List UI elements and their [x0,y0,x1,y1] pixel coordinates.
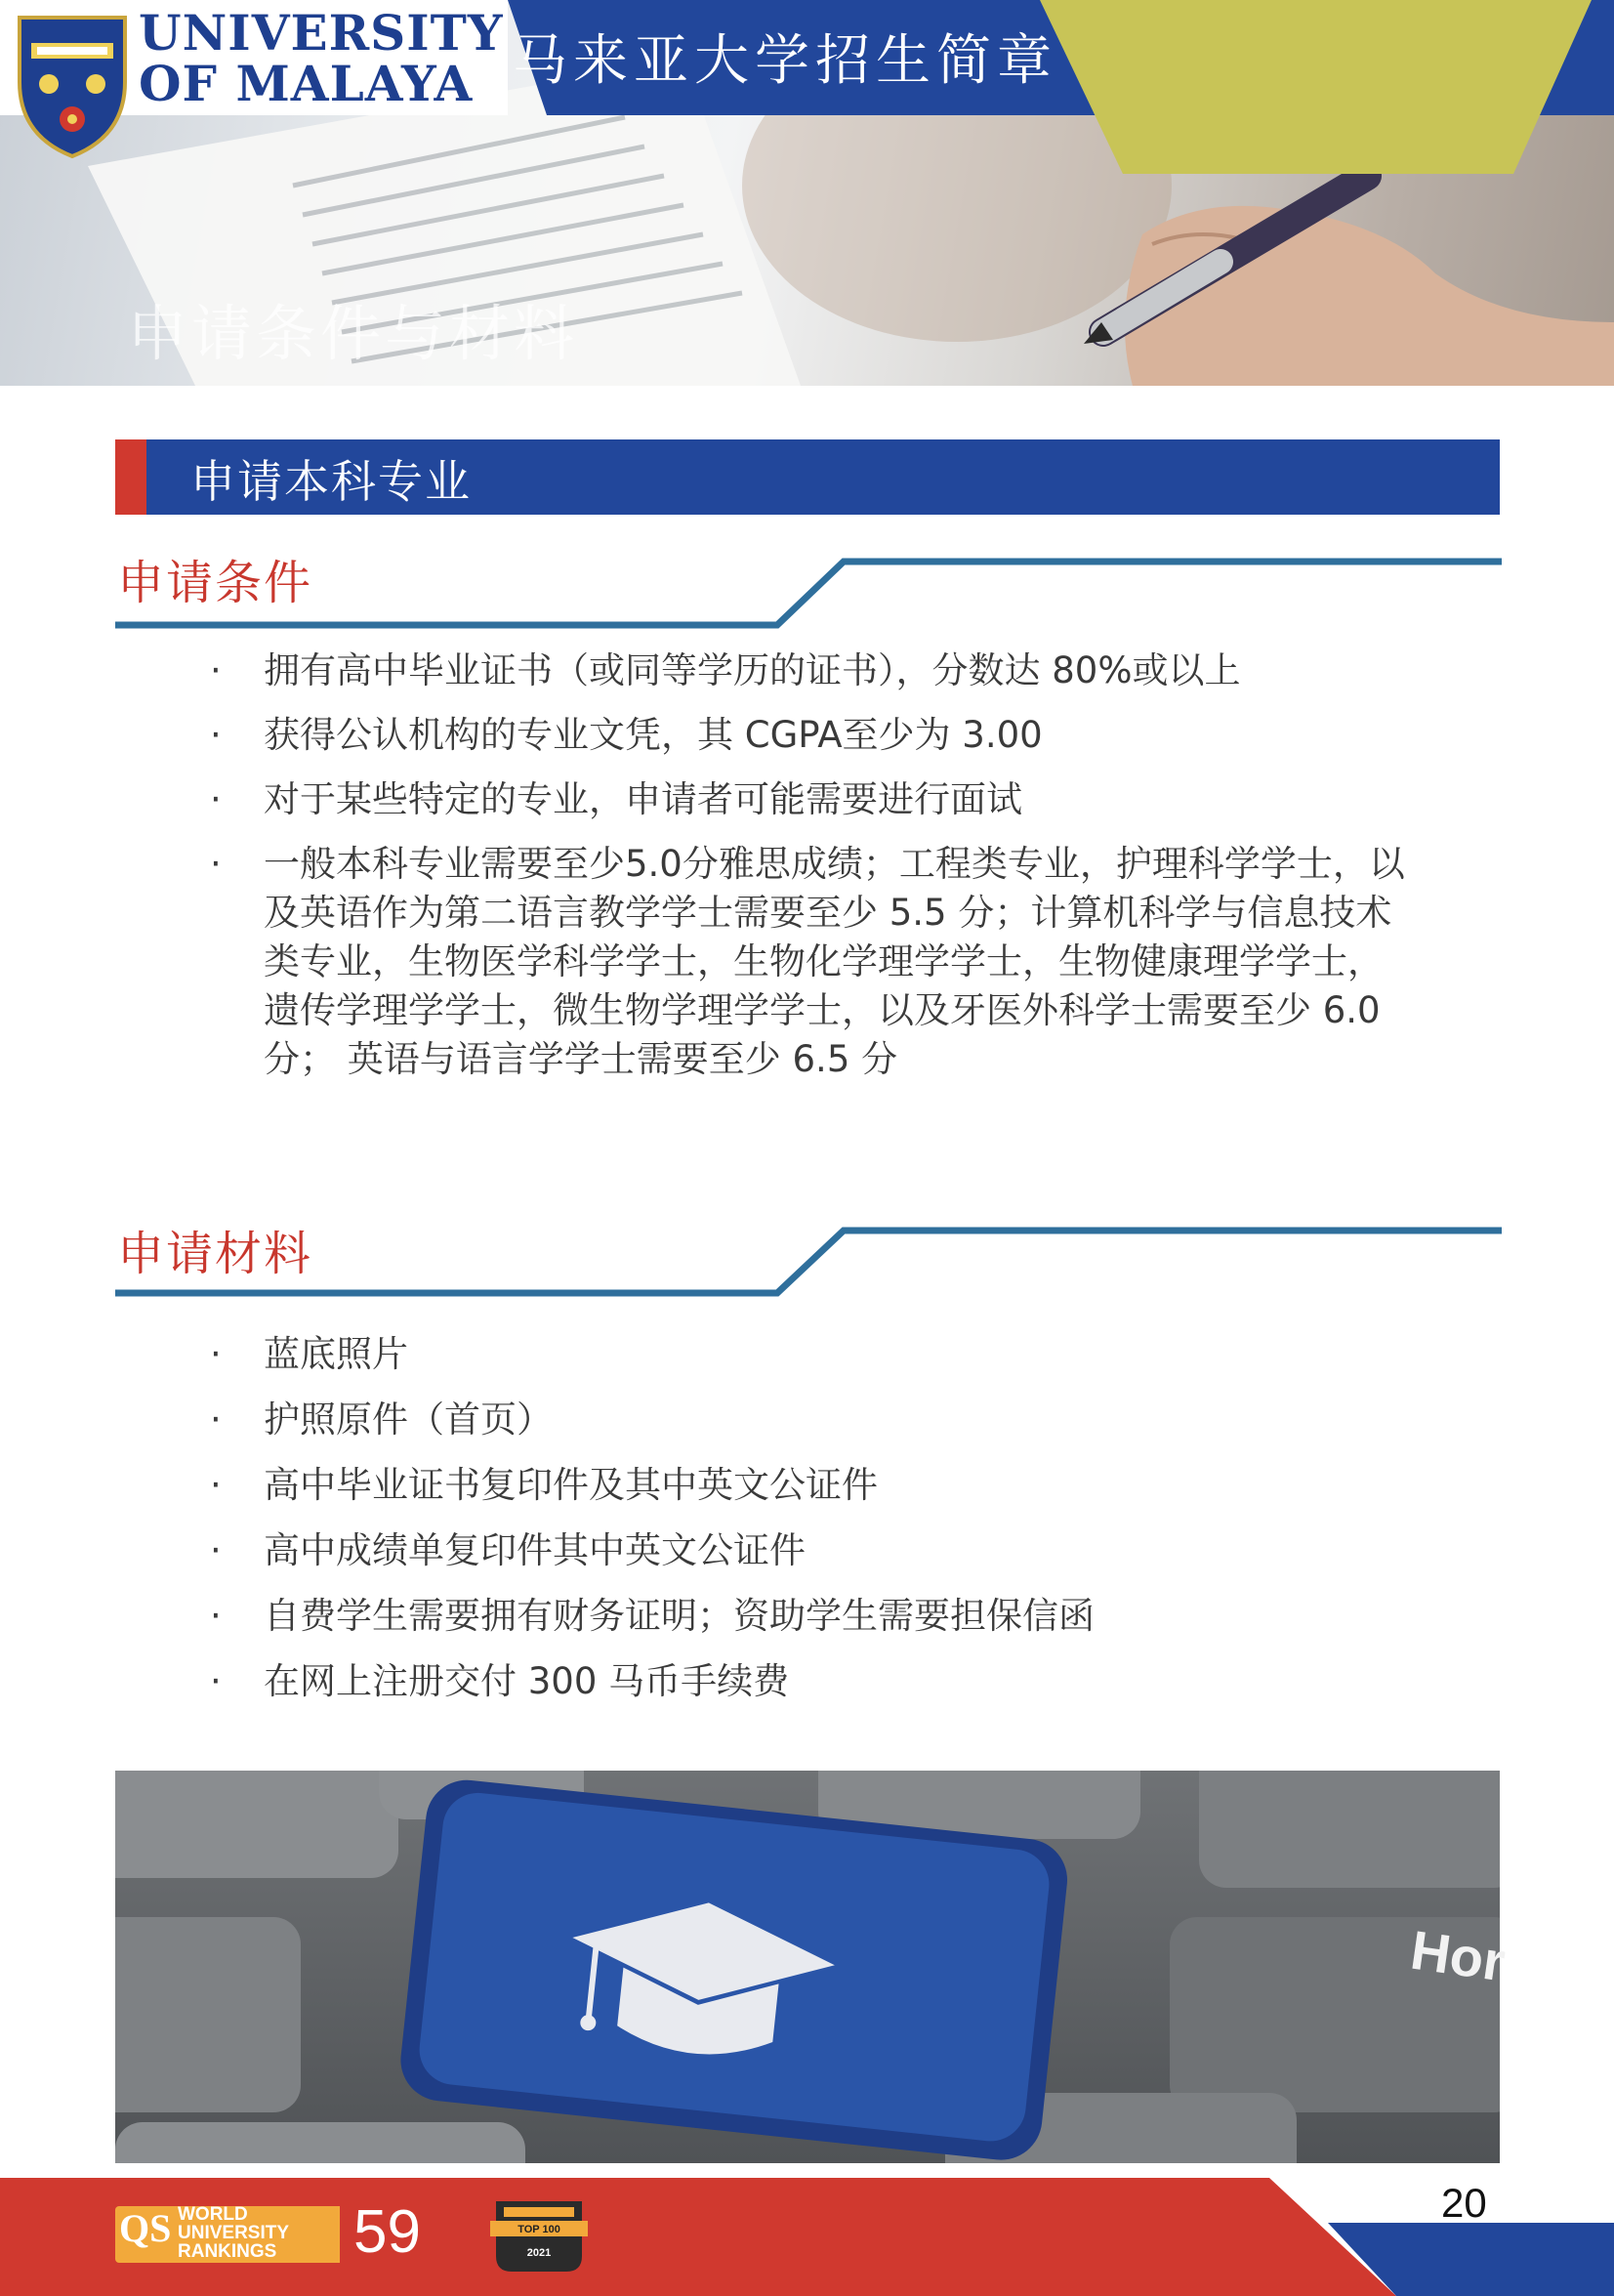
requirements-list [117,647,1416,1100]
qs-rankings-text: WORLD UNIVERSITY RANKINGS [178,2204,290,2262]
qs-logo-text: QS [119,2206,172,2250]
qs-rank-number: 59 [353,2198,421,2266]
section-title: 申请本科专业 [190,455,472,508]
list-item: · 护照原件（首页） [210,1398,553,1440]
keyboard-key-label: Hor [1407,1918,1510,1993]
list-item: · 拥有高中毕业证书（或同等学历的证书），分数达 80%或以上 [210,649,1241,691]
requirements-heading: 申请条件 [117,556,313,610]
list-item: · 高中成绩单复印件其中英文公证件 [210,1529,806,1571]
list-item: · 在网上注册交付 300 马币手续费 [210,1660,790,1702]
list-item: · 自费学生需要拥有财务证明；资助学生需要担保信函 [210,1595,1095,1637]
keyboard-photo [115,1771,1500,2163]
requirements-divider [113,552,1504,630]
section-bar-accent [115,439,146,515]
list-item: · 高中毕业证书复印件及其中英文公证件 [210,1464,878,1506]
badge-year-text: 2021 [526,2247,552,2259]
page-number: 20 [1441,2180,1487,2226]
list-item: · 对于某些特定的专业，申请者可能需要进行面试 [210,778,1022,820]
university-name-line2: OF MALAYA [139,55,474,112]
badge-top100-text: TOP 100 [517,2224,560,2235]
materials-divider [113,1223,1504,1301]
university-name-line1: UNIVERSITY [139,4,504,62]
list-item: · 一般本科专业需要至少5.0分雅思成绩；工程类专业，护理科学学士，以及英语作为第二语言教学学士需要至少 5.5 分；计算机科学与信息技术类专业，生物医学科学学士，生物化学理学学士，生物健康理学学士，遗传学理学学士，微生物学理学学士，以及牙医外科学士需要至少 6.0 分； 英语与语言学学士需要至少 6.5 分 [210,843,1405,1080]
hero-title: 申请条件与材料 [127,298,579,369]
materials-list [117,1330,1416,1723]
brochure-title: 马来亚大学招生简章 [513,29,1057,93]
top100-badge [490,2197,588,2279]
list-item: · 蓝底照片 [210,1333,408,1375]
list-item: · 获得公认机构的专业文凭，其 CGPA至少为 3.00 [210,714,1043,756]
materials-heading: 申请材料 [117,1227,313,1281]
university-crest-icon [14,14,131,160]
